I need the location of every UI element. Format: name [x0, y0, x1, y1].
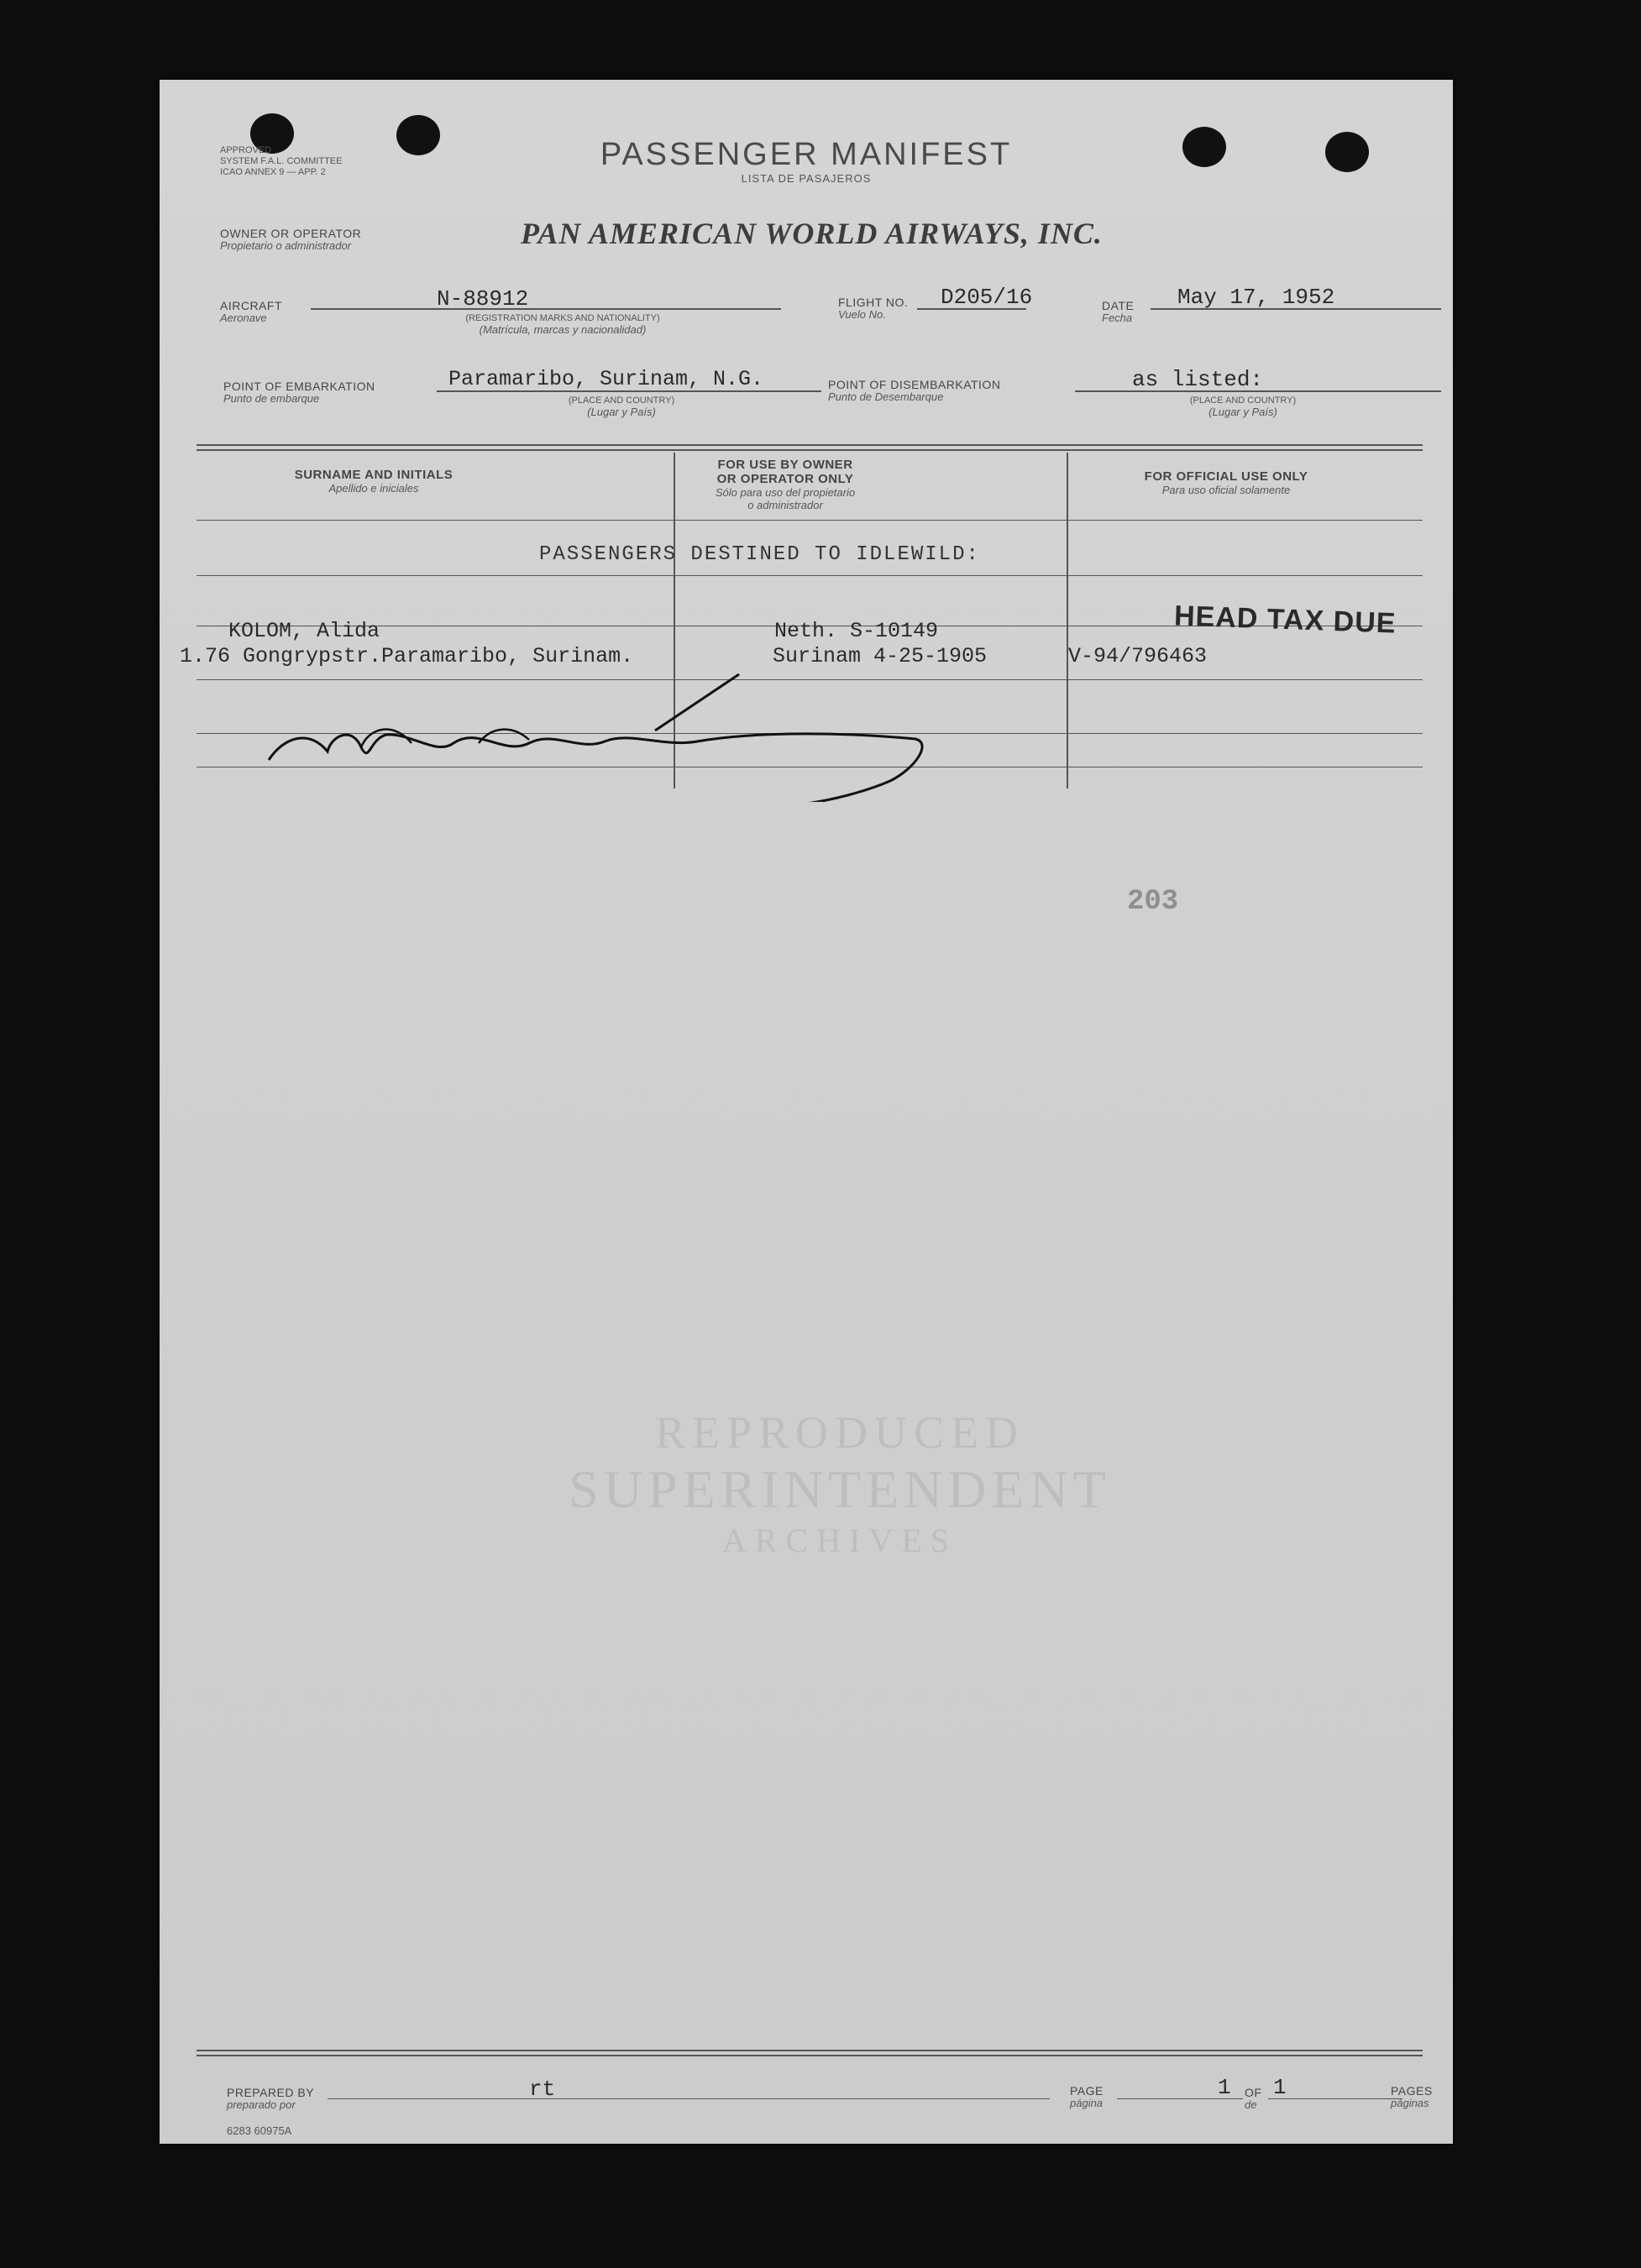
prepared-label-block	[227, 2087, 314, 2111]
column-header-owner-use-es-1: Sólo para uso del propietario	[715, 486, 856, 499]
approval-note	[220, 145, 342, 178]
page-label: PAGE	[1070, 2084, 1104, 2098]
embarkation-sub-en: (PLACE AND COUNTRY)	[568, 395, 675, 406]
table-top-rule	[197, 444, 1423, 446]
column-header-surname	[210, 468, 537, 495]
head-tax-stamp: HEAD TAX DUE	[1173, 600, 1397, 640]
approval-line: SYSTEM F.A.L. COMMITTEE	[220, 156, 343, 166]
flight-label-block	[838, 296, 908, 321]
passenger-birth: Surinam 4-25-1905	[773, 644, 988, 668]
owner-label-es: Propietario o administrador	[220, 239, 352, 252]
punch-hole-icon	[1182, 127, 1226, 167]
column-header-owner-use-1: FOR USE BY OWNER	[717, 458, 853, 472]
footer-rule	[197, 2055, 1423, 2056]
pages-label-block	[1391, 2085, 1433, 2109]
form-code: 6283 60975A	[227, 2124, 292, 2137]
of-label: OF	[1245, 2086, 1262, 2099]
row-rule	[197, 575, 1423, 576]
column-header-owner-use	[680, 458, 890, 511]
disembarkation-value: as listed:	[1132, 367, 1264, 392]
owner-value: PAN AMERICAN WORLD AIRWAYS, INC.	[521, 217, 1103, 250]
column-header-owner-use-es-2: o administrador	[747, 499, 823, 511]
owner-label-block	[220, 228, 361, 252]
embarkation-label-es: Punto de embarque	[223, 392, 320, 405]
prepared-value: rt	[529, 2077, 556, 2102]
column-header-official	[1075, 469, 1377, 496]
disembarkation-sub-en: (PLACE AND COUNTRY)	[1189, 395, 1297, 406]
date-label: DATE	[1102, 299, 1135, 312]
punch-hole-icon	[396, 115, 440, 155]
date-value: May 17, 1952	[1177, 285, 1335, 310]
disembarkation-label: POINT OF DISEMBARKATION	[828, 378, 1001, 391]
aircraft-label-block	[220, 300, 282, 324]
disembarkation-label-es: Punto de Desembarque	[828, 390, 944, 403]
flight-value: D205/16	[941, 285, 1033, 310]
column-divider	[1067, 453, 1068, 788]
disembarkation-sub	[1151, 395, 1335, 418]
passenger-name: KOLOM, Alida	[228, 619, 380, 643]
embarkation-sub	[521, 395, 722, 418]
prepared-label: PREPARED BY	[227, 2086, 315, 2099]
prepared-underline	[328, 2098, 1050, 2099]
page-label-block	[1070, 2085, 1104, 2109]
disembarkation-sub-es: (Lugar y País)	[1208, 406, 1277, 418]
page-number-stamp: 203	[1127, 886, 1179, 918]
column-header-surname-en: SURNAME AND INITIALS	[294, 468, 454, 482]
row-rule	[197, 520, 1423, 521]
passenger-address: 1.76 Gongrypstr.Paramaribo, Surinam.	[180, 644, 634, 668]
aircraft-label: AIRCRAFT	[220, 299, 282, 312]
disembarkation-label-block	[828, 379, 1000, 403]
owner-label: OWNER OR OPERATOR	[220, 227, 362, 240]
date-label-block	[1102, 300, 1134, 324]
footer-rule	[197, 2050, 1423, 2051]
page-title: PASSENGER MANIFEST	[600, 137, 1013, 172]
aircraft-sub-en: (REGISTRATION MARKS AND NATIONALITY)	[465, 313, 660, 323]
of-label-block	[1245, 2087, 1261, 2111]
form-title	[579, 137, 1033, 185]
of-label-es: de	[1245, 2098, 1257, 2111]
column-header-official-en: FOR OFFICIAL USE ONLY	[1144, 469, 1308, 484]
watermark-line: REPRODUCED	[654, 1407, 1025, 1458]
column-header-official-es: Para uso oficial solamente	[1161, 484, 1291, 496]
page-label-es: página	[1070, 2097, 1104, 2109]
embarkation-sub-es: (Lugar y País)	[587, 406, 656, 418]
embarkation-label-block	[223, 380, 375, 405]
flight-label: FLIGHT NO.	[838, 296, 909, 309]
punch-hole-icon	[1325, 132, 1369, 172]
page-value: 1	[1218, 2075, 1231, 2100]
passenger-passport: Neth. S-10149	[774, 619, 939, 643]
pages-label: PAGES	[1391, 2084, 1433, 2098]
table-top-rule	[197, 449, 1423, 451]
aircraft-sub-es: (Matrícula, marcas y nacionalidad)	[479, 323, 647, 336]
embarkation-label: POINT OF EMBARKATION	[223, 380, 375, 393]
manifest-sheet	[160, 80, 1453, 2144]
of-value: 1	[1273, 2075, 1287, 2100]
destination-note: PASSENGERS DESTINED TO IDLEWILD:	[539, 543, 980, 566]
approval-line: APPROVED	[220, 145, 272, 155]
watermark-line: SUPERINTENDENT	[569, 1459, 1111, 1519]
signature-scrawl	[160, 584, 999, 802]
passenger-visa: V-94/796463	[1068, 644, 1208, 668]
embarkation-value: Paramaribo, Surinam, N.G.	[448, 367, 764, 391]
of-underline	[1268, 2098, 1402, 2099]
column-header-surname-es: Apellido e iniciales	[328, 482, 419, 495]
aircraft-label-es: Aeronave	[220, 312, 267, 324]
aircraft-sub	[412, 313, 714, 336]
archive-watermark	[462, 1406, 1218, 1560]
aircraft-value: N-88912	[437, 286, 529, 312]
prepared-label-es: preparado por	[227, 2098, 296, 2111]
date-label-es: Fecha	[1102, 312, 1133, 324]
approval-line: ICAO ANNEX 9 — APP. 2	[220, 167, 326, 177]
aircraft-underline	[311, 308, 781, 310]
page-title-es: LISTA DE PASAJEROS	[741, 172, 872, 185]
flight-label-es: Vuelo No.	[838, 308, 886, 321]
column-header-owner-use-2: OR OPERATOR ONLY	[716, 472, 854, 486]
watermark-line: ARCHIVES	[721, 1522, 958, 1559]
pages-label-es: páginas	[1391, 2097, 1429, 2109]
